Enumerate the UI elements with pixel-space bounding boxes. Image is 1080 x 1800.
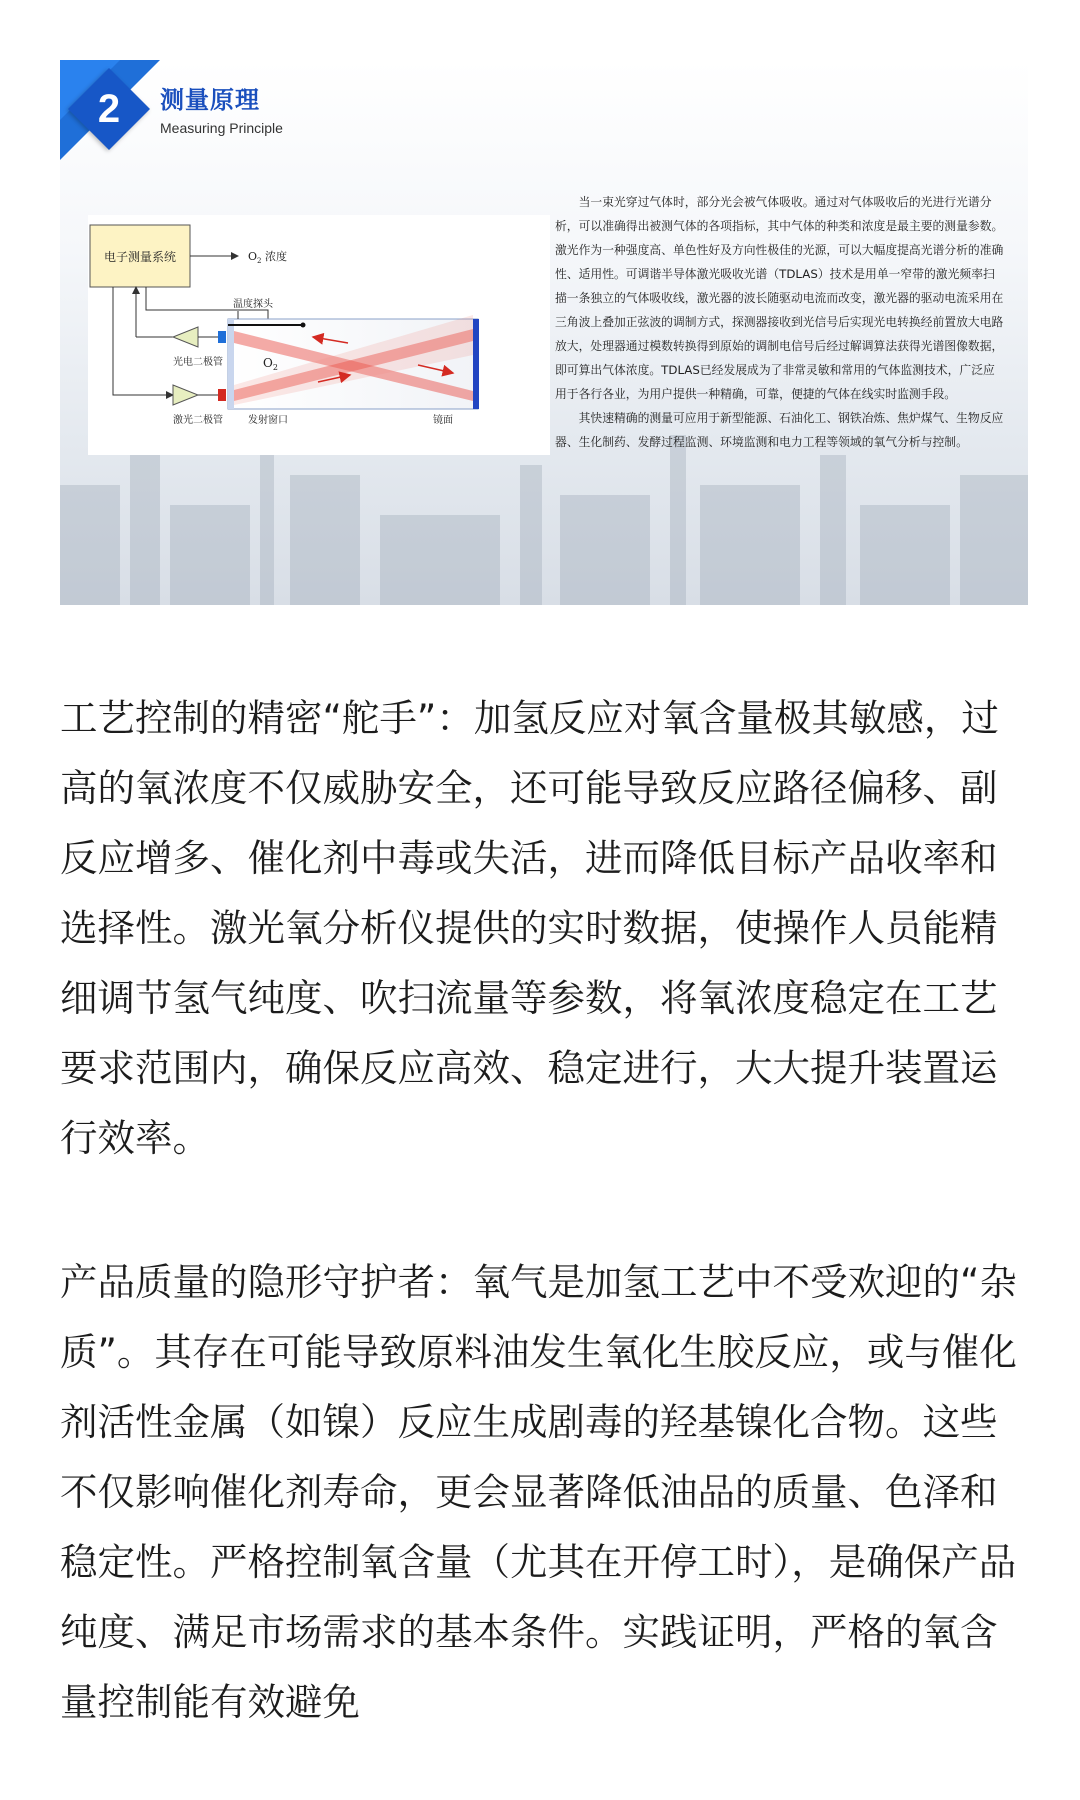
tdlas-diagram-svg xyxy=(88,215,550,455)
article-paragraph-text: 产品质量的隐形守护者：氧气是加氢工艺中不受欢迎的“杂质”。其存在可能导致原料油发生氧化生胶反应，或与催化剂活性金属（如镍）反应生成剧毒的羟基镍化合物。这些不仅影响催化剂寿命，更会显著降低油品的质量、色泽和稳定性。严格控制氧含量（尤其在开停工时），是确保产品纯度、满足市场需求的基本条件。实践证明，严格的氧含量控制能有效避免 xyxy=(60,1260,1017,1724)
mirror-surface xyxy=(473,319,479,409)
temperature-probe-label: 温度探头 xyxy=(233,299,273,310)
article-paragraph-process-control xyxy=(60,683,1025,1173)
principle-description-paragraph-1: 当一束光穿过气体时，部分光会被气体吸收。通过对气体吸收后的光进行光谱分析，可以准确得出被测气体的各项指标，其中气体的种类和浓度是最主要的测量参数。激光作为一种强度高、单色性好及方向性极佳的光源，可以大幅度提高光谱分析的准确性、适用性。可调谐半导体激光吸收光谱（TDLAS）技术是用单一窄带的激光频率扫描一条独立的气体吸收线，激光器的波长随驱动电流而改变，激光器的驱动电流采用在三角波上叠加正弦波的调制方式，探测器接收到光信号后实现光电转换经前置放大电路放大，处理器通过模数转换得到原始的调制电信号后经过解调算法获得光谱图像数据，即可算出气体浓度。TDLAS已经发展成为了非常灵敏和常用的气体监测技术，广泛应用于各行各业，为用户提供一种精确，可靠，便捷的气体在线实时监测手段。 xyxy=(555,195,1004,401)
article-paragraph-product-quality xyxy=(60,1247,1025,1737)
tdlas-diagram xyxy=(88,215,550,455)
article-paragraph-text: 工艺控制的精密“舵手”：加氢反应对氧含量极其敏感，过高的氧浓度不仅威胁安全，还可能导致反应路径偏移、副反应增多、催化剂中毒或失活，进而降低目标产品收率和选择性。激光氧分析仪提供的实时数据，使操作人员能精细调节氢气纯度、吹扫流量等参数，将氧浓度稳定在工艺要求范围内，确保反应高效、稳定进行，大大提升装置运行效率。 xyxy=(60,696,999,1160)
mirror-label: 镜面 xyxy=(433,415,453,426)
photodiode xyxy=(218,331,226,343)
section-number: 2 xyxy=(97,87,121,131)
photodiode-label: 光电二极管 xyxy=(173,357,223,368)
section-subtitle: Measuring Principle xyxy=(160,120,283,136)
principle-description xyxy=(555,190,1005,454)
emit-window-label: 发射窗口 xyxy=(248,415,288,426)
photodiode-amplifier xyxy=(173,327,198,347)
o2-concentration-output-label: $O_2$ 浓度 xyxy=(248,250,287,265)
gas-o2-label: $O_2$ xyxy=(263,356,278,372)
principle-description-paragraph-2: 其快速精确的测量可应用于新型能源、石油化工、钢铁冶炼、焦炉煤气、生物反应器、生化制药、发酵过程监测、环境监测和电力工程等领域的氧气分析与控制。 xyxy=(555,411,1004,449)
measuring-principle-card xyxy=(60,60,1028,605)
section-title: 测量原理 xyxy=(160,86,260,114)
measurement-system-label: 电子测量系统 xyxy=(103,250,177,264)
emit-window xyxy=(228,319,234,409)
laser-amplifier xyxy=(173,385,198,405)
laser-diode xyxy=(218,389,226,401)
laser-diode-label: 激光二极管 xyxy=(173,415,223,426)
